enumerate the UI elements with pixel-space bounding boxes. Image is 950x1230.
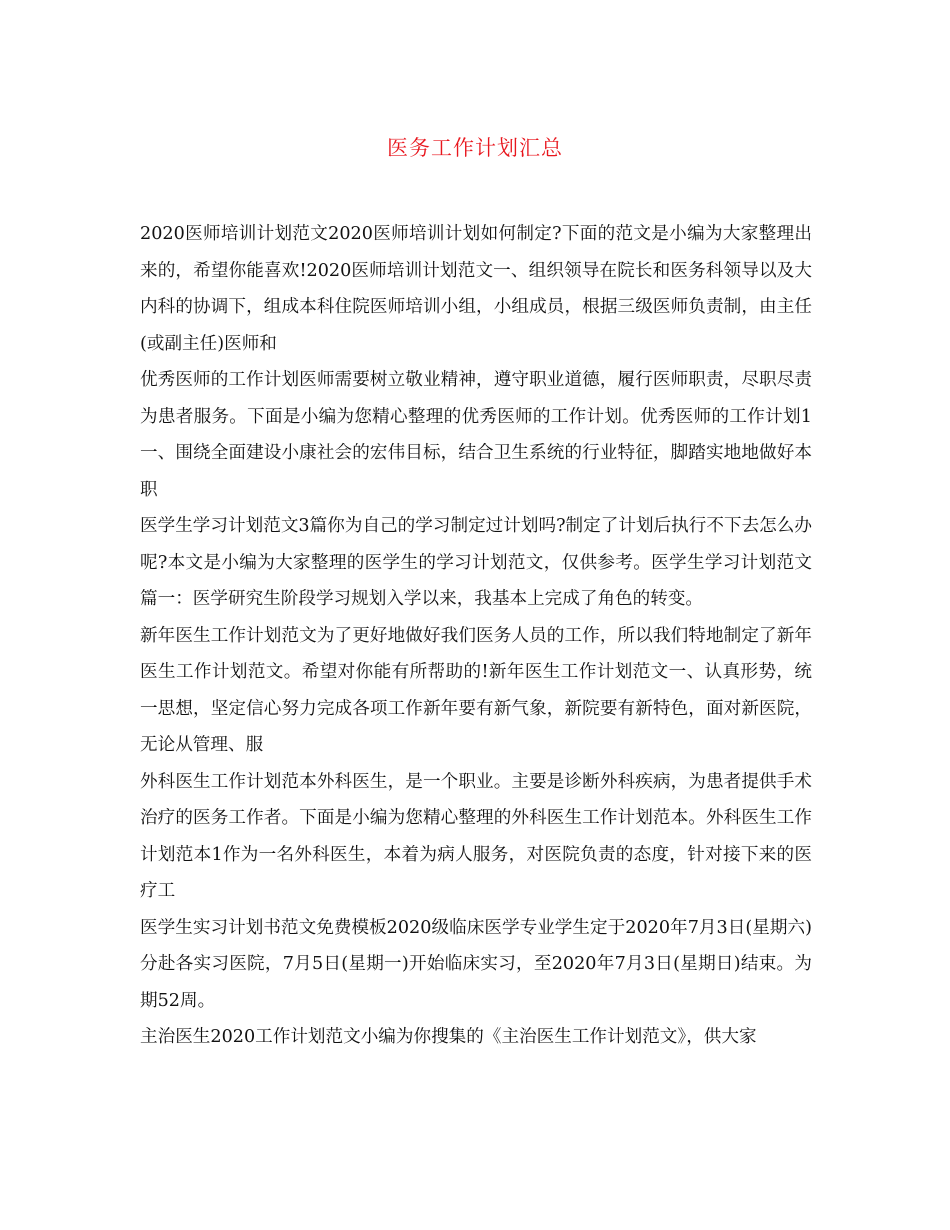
paragraph-surgeon-plan: 外科医生工作计划范本外科医生，是一个职业。主要是诊断外科疾病，为患者提供手术治疗的医务工作者。下面是小编为您精心整理的外科医生工作计划范本。外科医生工作计划范本1作为一名外科医生，本着为病人服务，对医院负责的态度，针对接下来的医疗工 bbox=[140, 771, 812, 901]
paragraph-attending-doctor-plan: 主治医生2020工作计划范文小编为你搜集的《主治医生工作计划范文》，供大家 bbox=[140, 1027, 757, 1047]
paragraph-new-year-doctor-plan: 新年医生工作计划范文为了更好地做好我们医务人员的工作，所以我们特地制定了新年医生工作计划范文。希望对你能有所帮助的!新年医生工作计划范文一、认真形势，统一思想，坚定信心努力完成各项工作新年要有新气象，新院要有新特色，面对新医院，无论从管理、服 bbox=[140, 625, 812, 755]
paragraph-internship-plan: 医学生实习计划书范文免费模板2020级临床医学专业学生定于2020年7月3日(星期六)分赴各实习医院，7月5日(星期一)开始临床实习，至2020年7月3日(星期日)结束。为期52周。 bbox=[140, 917, 812, 1011]
paragraph-medical-student-study-plan: 医学生学习计划范文3篇你为自己的学习制定过计划吗?制定了计划后执行不下去怎么办呢?本文是小编为大家整理的医学生的学习计划范文，仅供参考。医学生学习计划范文篇一：医学研究生阶段学习规划入学以来，我基本上完成了角色的转变。 bbox=[140, 516, 812, 609]
document-body bbox=[140, 216, 812, 1056]
paragraph-physician-training-plan: 2020医师培训计划范文2020医师培训计划如何制定?下面的范文是小编为大家整理出来的，希望你能喜欢!2020医师培训计划范文一、组织领导在院长和医务科领导以及大内科的协调下，组成本科住院医师培训小组，小组成员，根据三级医师负责制，由主任(或副主任)医师和 bbox=[140, 224, 812, 354]
paragraph-excellent-physician-plan: 优秀医师的工作计划医师需要树立敬业精神，遵守职业道德，履行医师职责，尽职尽责为患者服务。下面是小编为您精心整理的优秀医师的工作计划。优秀医师的工作计划1一、围绕全面建设小康社会的宏伟目标，结合卫生系统的行业特征，脚踏实地地做好本职 bbox=[140, 370, 812, 500]
document-title: 医务工作计划汇总 bbox=[387, 136, 563, 160]
